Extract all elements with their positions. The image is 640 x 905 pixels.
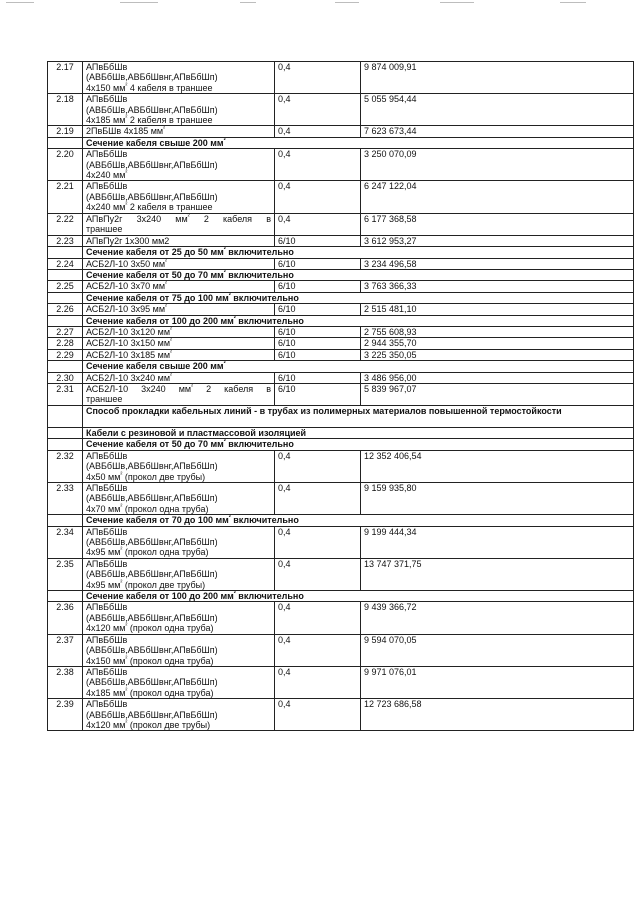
table-row: [48, 94, 634, 126]
empty-number-cell: [48, 439, 83, 450]
item-number: 2.35: [48, 558, 83, 590]
description-line: АПвБбШв: [86, 558, 128, 569]
voltage-cell: 6/10: [275, 281, 361, 292]
item-number: 2.30: [48, 372, 83, 383]
price-cell: 2 944 355,70: [361, 338, 634, 349]
cable-description: [83, 699, 275, 731]
section-title: Сечение кабеля от 70 до 100 $мм^{^2}$ включительно: [83, 515, 634, 526]
item-number: 2.20: [48, 149, 83, 181]
voltage-cell: 0,4: [275, 181, 361, 213]
section-title: Сечение кабеля свыше 200 $мм^{^2}$: [83, 137, 634, 148]
empty-number-cell: [48, 137, 83, 148]
voltage-cell: 0,4: [275, 558, 361, 590]
table-row: [48, 304, 634, 315]
voltage-cell: 0,4: [275, 126, 361, 137]
voltage-cell: 6/10: [275, 258, 361, 269]
description-line: АСБ2Л-10 3х120 $мм^{^2}$: [86, 326, 173, 337]
empty-number-cell: [48, 405, 83, 427]
price-cell: 3 763 366,33: [361, 281, 634, 292]
description-line: АСБ2Л-10 3х50 $мм^{^2}$: [86, 258, 168, 269]
price-cell: 6 177 368,58: [361, 213, 634, 235]
description-line: (АВБбШв,АВБбШвнг,АПвБбШп): [86, 612, 218, 623]
table-row: [48, 526, 634, 558]
laying-method-header: [48, 405, 634, 427]
voltage-cell: 0,4: [275, 526, 361, 558]
description-line: 2ПвБШв 4х185 $мм^{^2}$: [86, 126, 166, 137]
price-cell: 7 623 673,44: [361, 126, 634, 137]
price-cell: 12 352 406,54: [361, 450, 634, 482]
description-line: (АВБбШв,АВБбШвнг,АПвБбШп): [86, 493, 218, 504]
section-title: Сечение кабеля от 75 до 100 $мм^{^2}$ включительно: [83, 292, 634, 303]
description-line: АСБ2Л-10 3х95 $мм^{^2}$: [86, 304, 168, 315]
item-number: 2.38: [48, 666, 83, 698]
table-row: [48, 62, 634, 94]
section-header: [48, 137, 634, 148]
table-row: [48, 181, 634, 213]
table-row: [48, 483, 634, 515]
description-line: (АВБбШв,АВБбШвнг,АПвБбШп): [86, 461, 218, 472]
voltage-cell: 0,4: [275, 666, 361, 698]
description-line: АСБ2Л-10 3х240 $мм^{^2}$: [86, 372, 173, 383]
cable-description: [83, 235, 275, 246]
description-line: АПвБбШв: [86, 483, 128, 493]
cable-description: [83, 281, 275, 292]
description-line: 4х95 $мм^{^2}$ (прокол две трубы): [86, 579, 206, 590]
description-line: траншее: [86, 394, 123, 405]
description-line: АПвПу2г 3х240 $мм^{^2}$ 2 кабеля в: [86, 213, 271, 224]
voltage-cell: 0,4: [275, 213, 361, 235]
description-line: АПвБбШв: [86, 62, 128, 72]
price-cell: 12 723 686,58: [361, 699, 634, 731]
description-line: 4х70 $мм^{^2}$ (прокол одна труба): [86, 503, 209, 514]
voltage-cell: 6/10: [275, 304, 361, 315]
table-row: [48, 666, 634, 698]
voltage-cell: 0,4: [275, 149, 361, 181]
section-title: Сечение кабеля свыше 200 $мм^{^2}$: [83, 361, 634, 372]
description-line: АПвБбШв: [86, 149, 128, 160]
table-row: [48, 558, 634, 590]
price-cell: 9 971 076,01: [361, 666, 634, 698]
empty-number-cell: [48, 247, 83, 258]
price-cell: 3 486 956,00: [361, 372, 634, 383]
empty-number-cell: [48, 292, 83, 303]
description-line: 4х185 $мм^{^2}$ 2 кабеля в траншее: [86, 115, 213, 126]
description-line: (АВБбШв,АВБбШвнг,АПвБбШп): [86, 709, 218, 720]
price-cell: 9 594 070,05: [361, 634, 634, 666]
cable-price-table: [47, 61, 634, 731]
description-line: (АВБбШв,АВБбШвнг,АПвБбШп): [86, 191, 218, 202]
section-header: [48, 515, 634, 526]
voltage-cell: 6/10: [275, 372, 361, 383]
table-row: [48, 450, 634, 482]
empty-number-cell: [48, 515, 83, 526]
item-number: 2.27: [48, 326, 83, 337]
item-number: 2.29: [48, 349, 83, 360]
empty-number-cell: [48, 269, 83, 280]
description-line: 4х50 $мм^{^2}$ (прокол две трубы): [86, 471, 206, 482]
description-line: АПвБбШв: [86, 666, 128, 677]
table-row: [48, 213, 634, 235]
price-cell: 3 250 070,09: [361, 149, 634, 181]
item-number: 2.28: [48, 338, 83, 349]
description-line: (АВБбШв,АВБбШвнг,АПвБбШп): [86, 104, 218, 115]
price-cell: 13 747 371,75: [361, 558, 634, 590]
description-line: (АВБбШв,АВБбШвнг,АПвБбШп): [86, 677, 218, 688]
description-line: (АВБбШв,АВБбШвнг,АПвБбШп): [86, 72, 218, 83]
item-number: 2.25: [48, 281, 83, 292]
item-number: 2.39: [48, 699, 83, 731]
section-header: [48, 315, 634, 326]
price-cell: 2 755 608,93: [361, 326, 634, 337]
description-line: АПвБбШв: [86, 94, 128, 105]
table-row: [48, 634, 634, 666]
table-body: [48, 62, 634, 731]
description-line: АПвБбШв: [86, 699, 128, 710]
empty-number-cell: [48, 315, 83, 326]
section-header: [48, 247, 634, 258]
cable-description: [83, 149, 275, 181]
table-row: [48, 149, 634, 181]
description-line: АПвБбШв: [86, 602, 128, 613]
voltage-cell: 6/10: [275, 383, 361, 405]
voltage-cell: 0,4: [275, 699, 361, 731]
price-cell: 3 225 350,05: [361, 349, 634, 360]
description-line: АПвБбШв: [86, 526, 128, 537]
price-cell: 9 159 935,80: [361, 483, 634, 515]
section-title: Сечение кабеля от 25 до 50 $мм^{^2}$ включительно: [83, 247, 634, 258]
cable-description: [83, 634, 275, 666]
voltage-cell: 0,4: [275, 602, 361, 634]
description-line: 4х150 $мм^{^2}$ 4 кабеля в траншее: [86, 82, 213, 93]
description-line: (АВБбШв,АВБбШвнг,АПвБбШп): [86, 159, 218, 170]
price-cell: 9 199 444,34: [361, 526, 634, 558]
section-title: Способ прокладки кабельных линий - в трубах из полимерных материалов повышенной термостойкости: [83, 405, 634, 427]
table-row: [48, 349, 634, 360]
section-header: [48, 292, 634, 303]
description-line: 4х240 $мм^{^2}$ 2 кабеля в траншее: [86, 202, 213, 213]
table-row: [48, 338, 634, 349]
cable-description: [83, 558, 275, 590]
voltage-cell: 6/10: [275, 338, 361, 349]
price-cell: 3 234 496,58: [361, 258, 634, 269]
item-number: 2.37: [48, 634, 83, 666]
description-line: 4х120 $мм^{^2}$ (прокол одна труба): [86, 623, 214, 634]
voltage-cell: 0,4: [275, 634, 361, 666]
section-header: [48, 427, 634, 438]
section-header: [48, 361, 634, 372]
table-row: [48, 602, 634, 634]
voltage-cell: 6/10: [275, 235, 361, 246]
item-number: 2.19: [48, 126, 83, 137]
item-number: 2.34: [48, 526, 83, 558]
description-line: АПвБбШв: [86, 450, 128, 461]
description-line: АПвБбШв: [86, 181, 128, 192]
price-cell: 3 612 953,27: [361, 235, 634, 246]
item-number: 2.26: [48, 304, 83, 315]
cable-description: [83, 326, 275, 337]
cable-description: [83, 450, 275, 482]
empty-number-cell: [48, 591, 83, 602]
section-title: Сечение кабеля от 50 до 70 $мм^{^2}$ включительно: [83, 269, 634, 280]
cable-description: [83, 258, 275, 269]
section-header: [48, 269, 634, 280]
cable-description: [83, 62, 275, 94]
cable-description: [83, 213, 275, 235]
description-line: АПвБбШв: [86, 634, 128, 645]
cable-description: [83, 383, 275, 405]
cable-description: [83, 526, 275, 558]
section-title: Сечение кабеля от 50 до 70 $мм^{^2}$ включительно: [83, 439, 634, 450]
voltage-cell: 0,4: [275, 450, 361, 482]
description-line: АСБ2Л-10 3х240 $мм^{^2}$ 2 кабеля в: [86, 383, 271, 394]
description-line: 4х95 $мм^{^2}$ (прокол одна труба): [86, 547, 209, 558]
section-header: [48, 591, 634, 602]
cable-description: [83, 483, 275, 515]
cable-description: [83, 602, 275, 634]
description-line: 4х150 $мм^{^2}$ (прокол одна труба): [86, 655, 214, 666]
price-cell: 9 439 366,72: [361, 602, 634, 634]
voltage-cell: 0,4: [275, 62, 361, 94]
price-cell: 5 055 954,44: [361, 94, 634, 126]
cable-description: [83, 338, 275, 349]
empty-number-cell: [48, 427, 83, 438]
item-number: 2.33: [48, 483, 83, 515]
description-line: (АВБбШв,АВБбШвнг,АПвБбШп): [86, 569, 218, 580]
table-row: [48, 281, 634, 292]
item-number: 2.23: [48, 235, 83, 246]
table-row: [48, 383, 634, 405]
description-line: траншее: [86, 224, 123, 235]
section-title: Кабели с резиновой и пластмассовой изоляцией: [83, 427, 634, 438]
cable-description: [83, 349, 275, 360]
empty-number-cell: [48, 361, 83, 372]
table-row: [48, 372, 634, 383]
item-number: 2.17: [48, 62, 83, 94]
description-line: 4х120 $мм^{^2}$ (прокол две трубы): [86, 719, 211, 730]
description-line: АПвПу2г 1х300 мм2: [86, 235, 170, 246]
table-row: [48, 699, 634, 731]
item-number: 2.36: [48, 602, 83, 634]
voltage-cell: 0,4: [275, 483, 361, 515]
table-row: [48, 235, 634, 246]
cable-description: [83, 666, 275, 698]
price-cell: 9 874 009,91: [361, 62, 634, 94]
voltage-cell: 6/10: [275, 349, 361, 360]
item-number: 2.21: [48, 181, 83, 213]
description-line: 4х240 $мм^{^2}$: [86, 170, 128, 181]
cable-description: [83, 304, 275, 315]
price-cell: 6 247 122,04: [361, 181, 634, 213]
item-number: 2.22: [48, 213, 83, 235]
item-number: 2.32: [48, 450, 83, 482]
table-row: [48, 126, 634, 137]
cable-description: [83, 94, 275, 126]
cable-description: [83, 372, 275, 383]
section-title: Сечение кабеля от 100 до 200 $мм^{^2}$ включительно: [83, 315, 634, 326]
description-line: 4х185 $мм^{^2}$ (прокол одна труба): [86, 687, 214, 698]
table-row: [48, 326, 634, 337]
description-line: (АВБбШв,АВБбШвнг,АПвБбШп): [86, 645, 218, 656]
section-header: [48, 439, 634, 450]
item-number: 2.31: [48, 383, 83, 405]
price-cell: 2 515 481,10: [361, 304, 634, 315]
price-cell: 5 839 967,07: [361, 383, 634, 405]
item-number: 2.24: [48, 258, 83, 269]
description-line: АСБ2Л-10 3х150 $мм^{^2}$: [86, 338, 173, 349]
description-line: (АВБбШв,АВБбШвнг,АПвБбШп): [86, 537, 218, 548]
description-line: АСБ2Л-10 3х70 $мм^{^2}$: [86, 281, 168, 292]
description-line: АСБ2Л-10 3х185 $мм^{^2}$: [86, 349, 173, 360]
table-row: [48, 258, 634, 269]
item-number: 2.18: [48, 94, 83, 126]
voltage-cell: 0,4: [275, 94, 361, 126]
cable-description: [83, 181, 275, 213]
cable-description: [83, 126, 275, 137]
scan-top-artifacts: [0, 2, 640, 6]
voltage-cell: 6/10: [275, 326, 361, 337]
section-title: Сечение кабеля от 100 до 200 $мм^{^2}$ включительно: [83, 591, 634, 602]
